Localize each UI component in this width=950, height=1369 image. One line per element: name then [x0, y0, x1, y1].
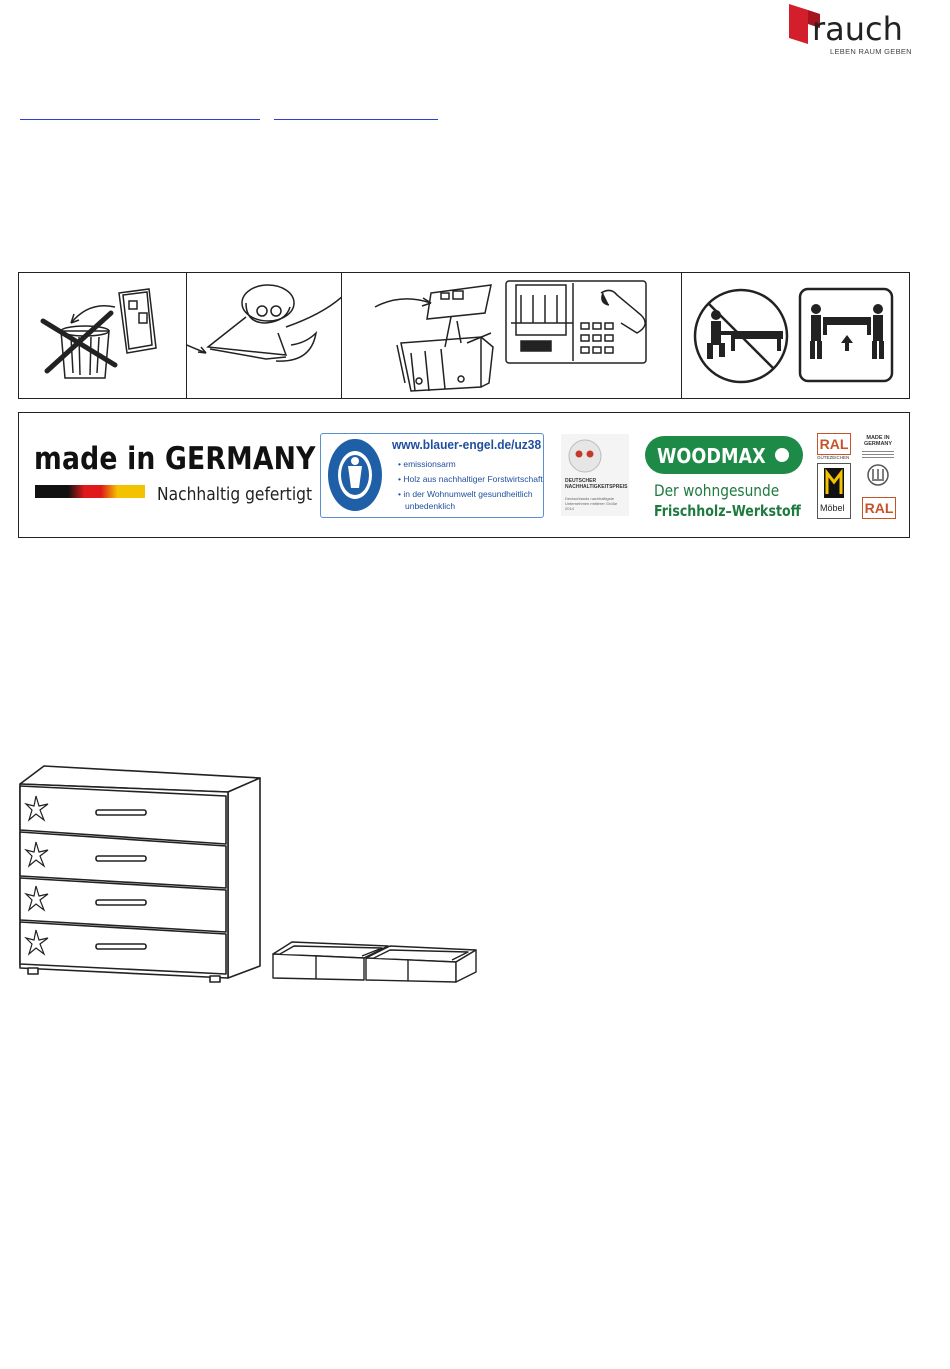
nachhaltigkeitspreis-subtitle: Deutschlands nachhaltigste Unternehmen mittlerer Größe 2014 [565, 496, 618, 511]
document-link-1[interactable] [20, 107, 260, 120]
instruction-pictograms [18, 272, 910, 399]
pictogram-keep-instructions [341, 273, 682, 398]
quality-seal-icon [866, 463, 890, 487]
blauer-engel-url: www.blauer-engel.de/uz38 [392, 437, 542, 452]
pictogram-do-not-discard [19, 273, 187, 398]
pictogram-carry-not-push [681, 273, 909, 398]
blauer-engel-seal-icon [326, 436, 386, 514]
made-in-germany-title: made in GERMANY [34, 441, 316, 477]
made-in-germany-small-seal [862, 433, 894, 493]
ral-label-bottom: RAL [862, 497, 896, 519]
no-discard-instructions-icon [19, 273, 186, 398]
ral-label-top: RAL [817, 433, 851, 455]
german-flag-gradient [35, 485, 145, 498]
made-in-germany-small-text: MADE IN GERMANY [863, 435, 893, 447]
woodmax-name: WOODMAX [657, 444, 766, 468]
blauer-engel-point: • in der Wohnumwelt gesundheitlich [398, 489, 533, 499]
woodmax-tagline-2: Frischholz–Werkstoff [654, 502, 801, 520]
pictogram-read-instructions [186, 273, 342, 398]
woodmax-tagline-1: Der wohngesunde [654, 481, 780, 500]
reading-person-icon [186, 273, 341, 398]
made-in-germany-subtitle: Nachhaltig gefertigt [157, 484, 313, 505]
blauer-engel-point: • emissionsarm [398, 459, 456, 469]
file-folder-instructions-icon [341, 273, 681, 398]
document-link-2[interactable] [274, 107, 438, 120]
no-pushing-furniture-icon [681, 273, 909, 398]
ral-moebel-badge [817, 463, 851, 519]
woodmax-dot-icon [775, 448, 789, 462]
drawer-insert-trays-drawing [270, 936, 480, 986]
logo-wordmark: rauch [812, 10, 903, 48]
rauch-logo [786, 0, 910, 62]
nachhaltigkeitspreis-title: DEUTSCHER NACHHALTIGKEITSPREIS [565, 478, 628, 490]
ral-m-icon [818, 464, 850, 504]
award-sphere-icon [567, 438, 603, 474]
blauer-engel-point: unbedenklich [405, 501, 456, 511]
blauer-engel-point: • Holz aus nachhaltiger Forstwirtschaft [398, 474, 543, 484]
ral-gutezeichen: GÜTEZEICHEN [817, 455, 850, 460]
chest-of-drawers-drawing [14, 760, 264, 985]
ral-moebel-text: Möbel [820, 503, 845, 513]
logo-tagline: LEBEN RAUM GEBEN [830, 47, 912, 56]
